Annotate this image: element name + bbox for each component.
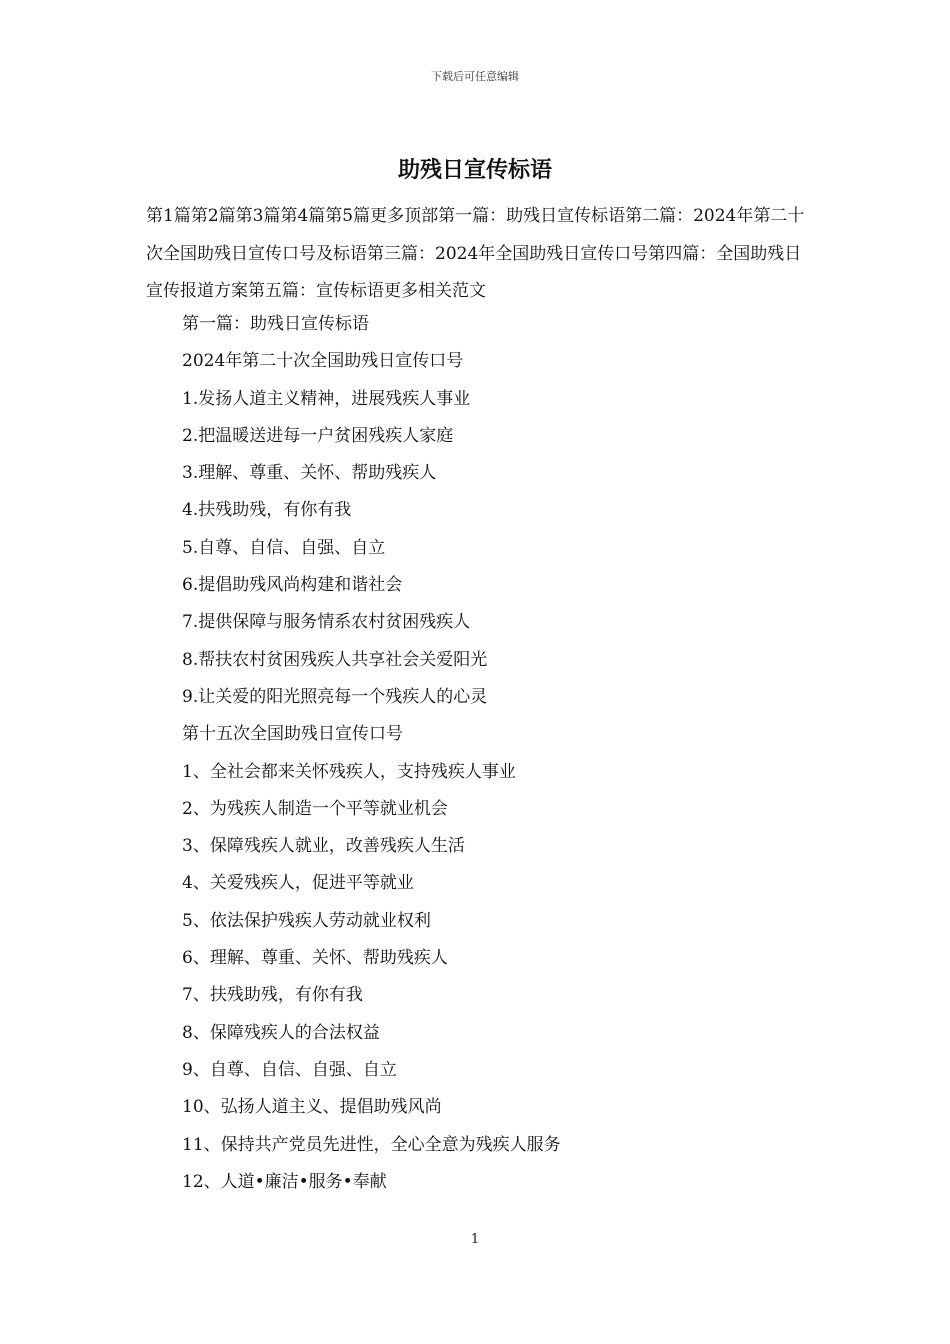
body-line: 9.让关爱的阳光照亮每一个残疾人的心灵 bbox=[182, 686, 488, 707]
header-note: 下载后可任意编辑 bbox=[431, 70, 519, 83]
body-line: 6.提倡助残风尚构建和谐社会 bbox=[182, 575, 403, 596]
document-title: 助残日宣传标语 bbox=[397, 157, 552, 183]
body-line: 6、理解、尊重、关怀、帮助残疾人 bbox=[182, 948, 448, 969]
body-line: 1、全社会都来关怀残疾人，支持残疾人事业 bbox=[182, 761, 516, 782]
body-line: 9、自尊、自信、自强、自立 bbox=[182, 1059, 397, 1080]
body-line: 2024年第二十次全国助残日宣传口号 bbox=[182, 351, 464, 372]
body-line: 5.自尊、自信、自强、自立 bbox=[182, 537, 386, 558]
page-number: 1 bbox=[470, 1232, 480, 1247]
body-line: 5、依法保护残疾人劳动就业权利 bbox=[182, 910, 431, 931]
body-line: 4、关爱残疾人，促进平等就业 bbox=[182, 873, 414, 894]
body-line: 4.扶残助残，有你有我 bbox=[182, 500, 352, 521]
body-line: 3.理解、尊重、关怀、帮助残疾人 bbox=[182, 463, 437, 484]
body-line: 第十五次全国助残日宣传口号 bbox=[182, 724, 403, 745]
body-line: 10、弘扬人道主义、提倡助残风尚 bbox=[182, 1097, 442, 1118]
body-line: 2、为残疾人制造一个平等就业机会 bbox=[182, 798, 448, 819]
body-line: 7.提供保障与服务情系农村贫困残疾人 bbox=[182, 612, 471, 633]
body-line: 3、保障残疾人就业，改善残疾人生活 bbox=[182, 836, 465, 857]
body-line: 1.发扬人道主义精神，进展残疾人事业 bbox=[182, 388, 471, 409]
body-line: 11、保持共产党员先进性，全心全意为残疾人服务 bbox=[182, 1134, 561, 1155]
body-line: 12、人道•廉洁•服务•奉献 bbox=[182, 1171, 387, 1192]
body-line: 8.帮扶农村贫困残疾人共享社会关爱阳光 bbox=[182, 649, 488, 670]
body-line: 8、保障残疾人的合法权益 bbox=[182, 1022, 380, 1043]
body-line: 第一篇：助残日宣传标语 bbox=[182, 314, 369, 334]
table-of-contents-paragraph: 第1篇第2篇第3篇第4篇第5篇更多顶部第一篇：助残日宣传标语第二篇：2024年第二十次全国助残日宣传口号及标语第三篇：2024年全国助残日宣传口号第四篇：全国助残日宣传报道方案第五篇：宣传标语更多相关范文 bbox=[146, 206, 805, 301]
body-line: 7、扶残助残，有你有我 bbox=[182, 985, 363, 1006]
body-line: 2.把温暖送进每一户贫困残疾人家庭 bbox=[182, 425, 454, 446]
document-body bbox=[182, 310, 812, 1205]
